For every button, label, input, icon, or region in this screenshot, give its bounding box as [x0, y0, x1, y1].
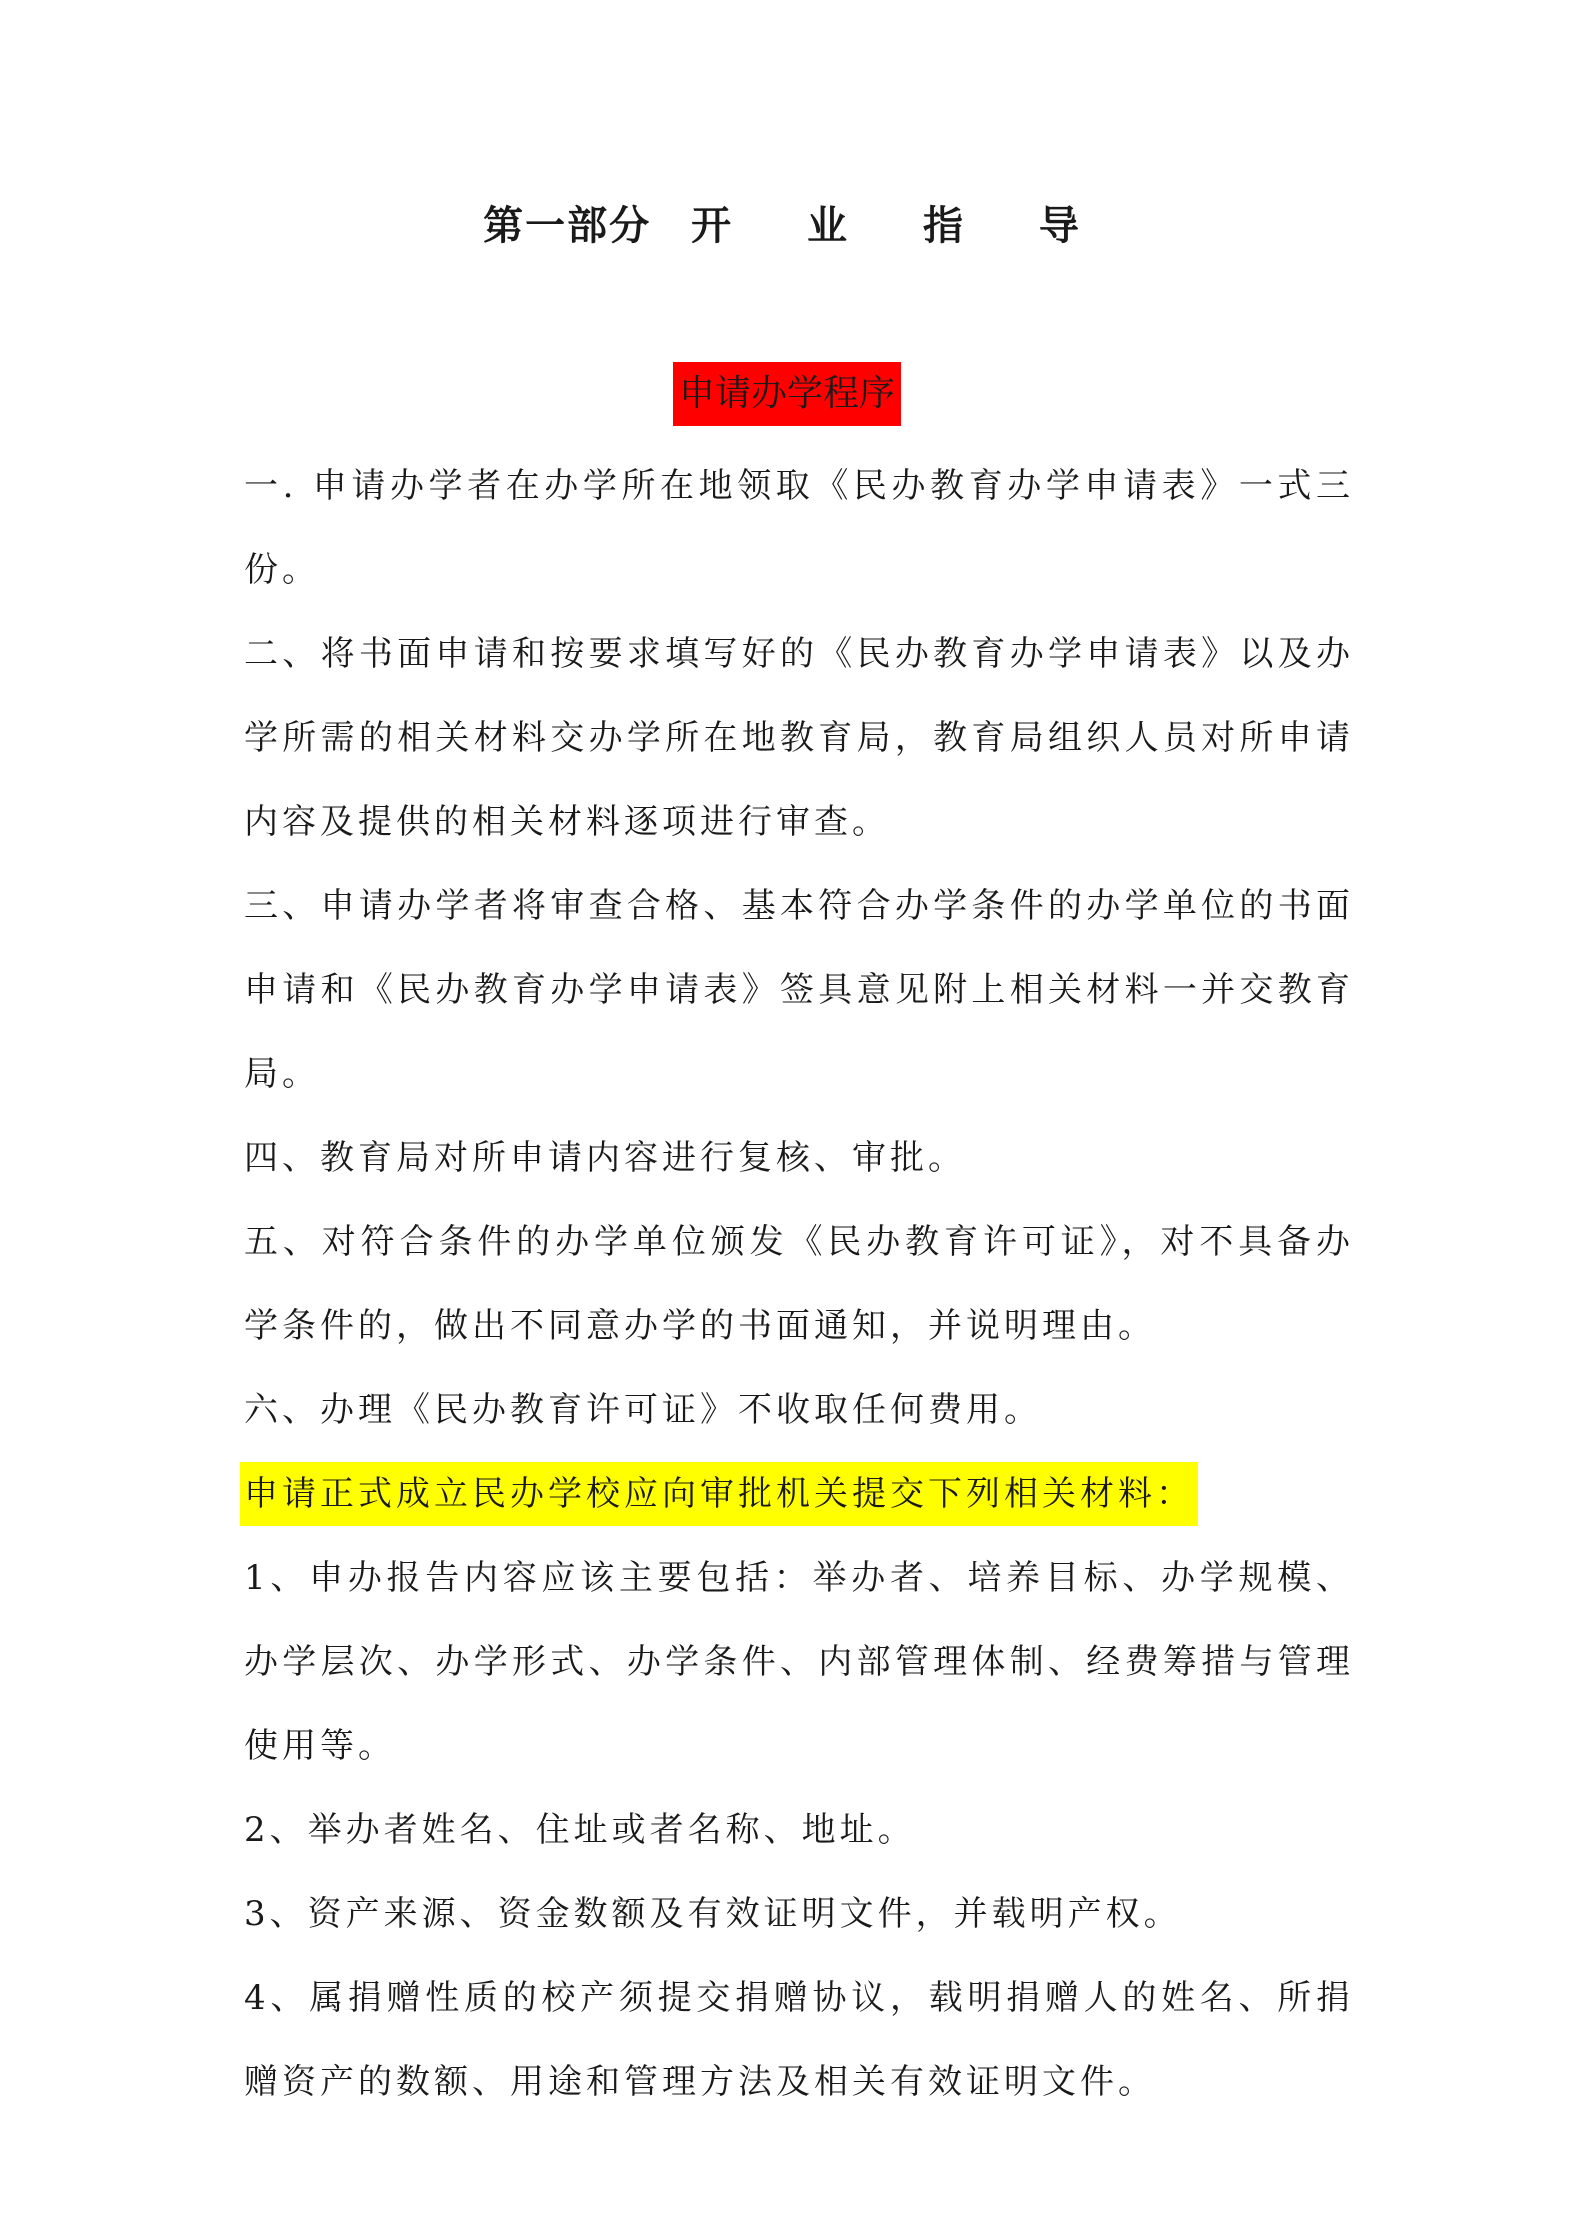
- section2-item-1: 1、申办报告内容应该主要包括：举办者、培养目标、办学规模、办学层次、办学形式、办学条件、内部管理体制、经费筹措与管理使用等。: [244, 1558, 1354, 1766]
- title-part: 第一部分: [483, 203, 652, 249]
- section1-body: [244, 444, 1354, 2124]
- section1-item-6: 六、办理《民办教育许可证》不收取任何费用。: [244, 1390, 1042, 1430]
- section1-item-3: 三、申请办学者将审查合格、基本符合办学条件的办学单位的书面申请和《民办教育办学申请表》签具意见附上相关材料一并交教育局。: [244, 886, 1354, 1094]
- title-main: 开 业 指 导: [691, 203, 1101, 249]
- section1-item-5: 五、对符合条件的办学单位颁发《民办教育许可证》，对不具备办学条件的，做出不同意办学的书面通知，并说明理由。: [244, 1222, 1354, 1346]
- section1-item-2: 二、将书面申请和按要求填写好的《民办教育办学申请表》以及办学所需的相关材料交办学所在地教育局，教育局组织人员对所申请内容及提供的相关材料逐项进行审查。: [244, 634, 1354, 842]
- section1-item-1: 一. 申请办学者在办学所在地领取《民办教育办学申请表》一式三份。: [244, 466, 1354, 590]
- section2-item-2: 2、举办者姓名、住址或者名称、地址。: [244, 1810, 916, 1850]
- section2-heading-line: [244, 1452, 1354, 1536]
- section2-item-3: 3、资产来源、资金数额及有效证明文件，并载明产权。: [244, 1894, 1182, 1934]
- section1-item-4: 四、教育局对所申请内容进行复核、审批。: [244, 1138, 966, 1178]
- section1-heading: 申请办学程序: [673, 362, 901, 426]
- section1-heading-wrap: [0, 362, 1584, 426]
- page-title: [0, 198, 1584, 254]
- section2-item-4: 4、属捐赠性质的校产须提交捐赠协议，载明捐赠人的姓名、所捐赠资产的数额、用途和管理方法及相关有效证明文件。: [244, 1978, 1354, 2102]
- section2-heading: 申请正式成立民办学校应向审批机关提交下列相关材料：: [240, 1462, 1198, 1526]
